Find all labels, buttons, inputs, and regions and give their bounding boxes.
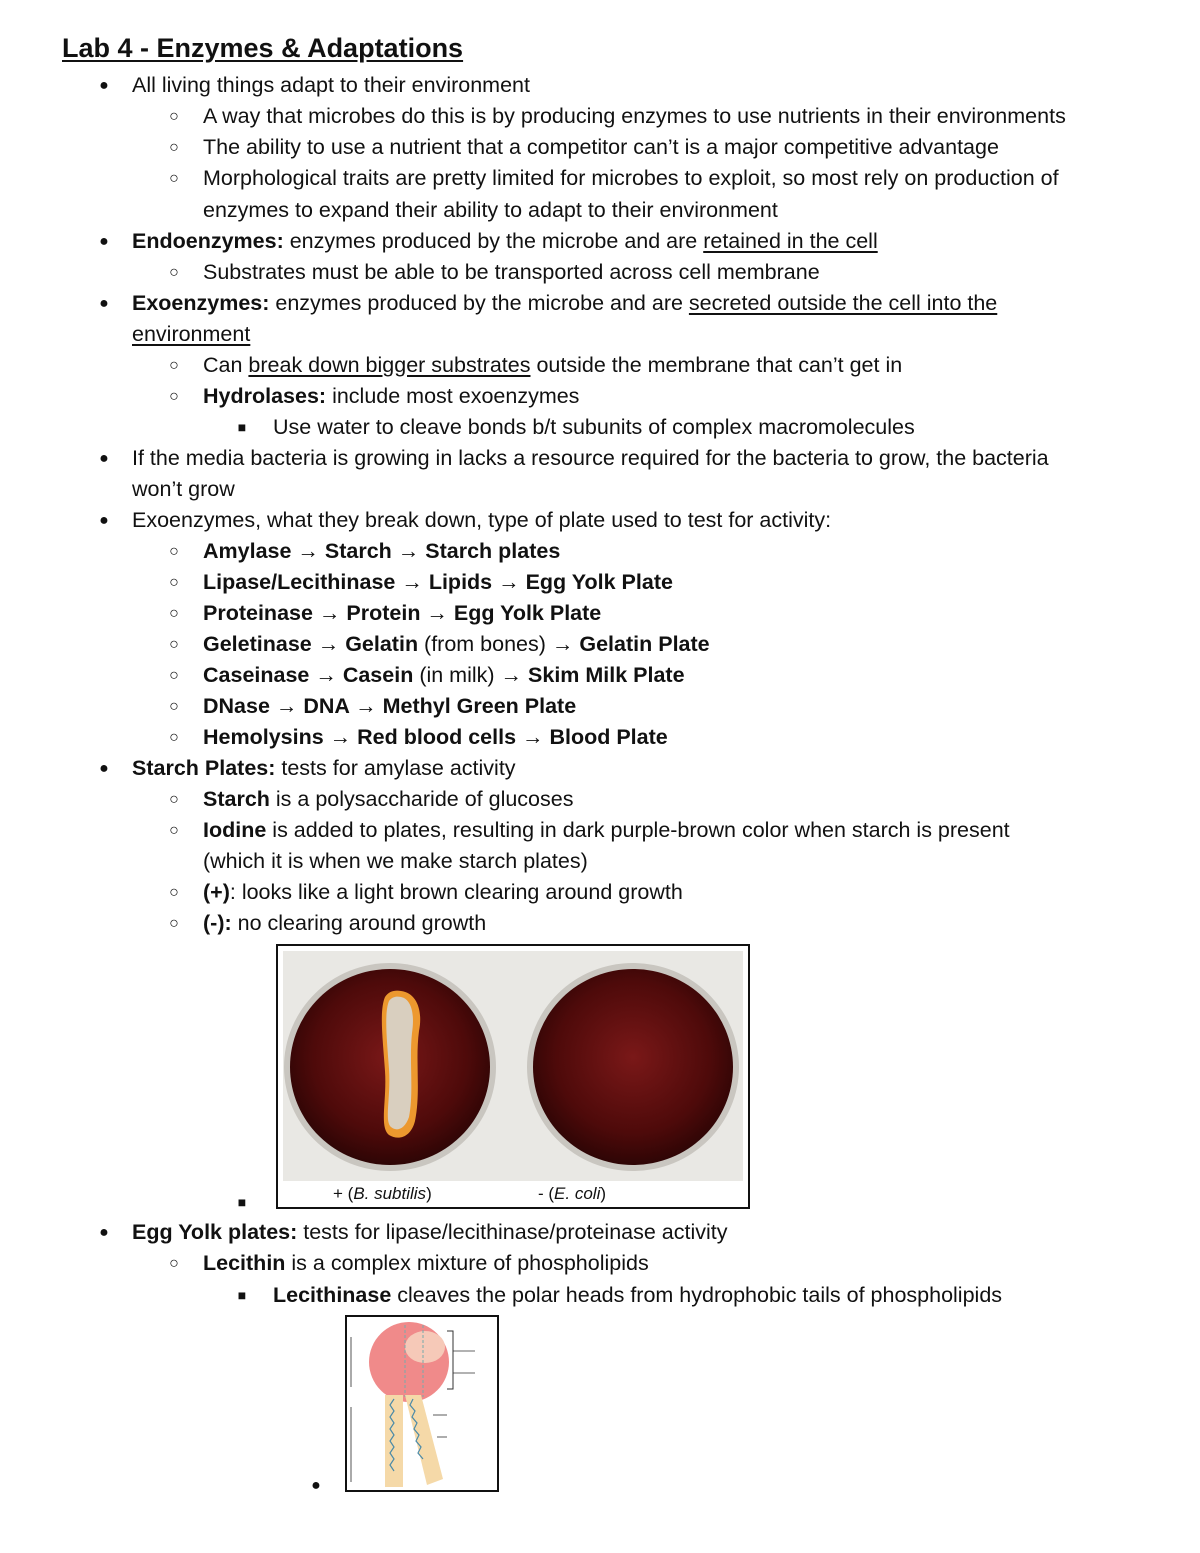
cap-left-pre: + ( — [333, 1184, 354, 1203]
positive-plate — [284, 963, 496, 1171]
circle-marker: ○ — [169, 388, 179, 405]
bullet-marker: ● — [99, 77, 109, 94]
endo-text: enzymes produced by the microbe and are — [283, 229, 704, 253]
circle-marker: ○ — [169, 574, 179, 591]
media-line1: If the media bacteria is growing in lacks a resource required for the bacteria to grow, the bacteria — [132, 446, 1049, 470]
bullet-marker: ● — [99, 450, 109, 467]
petri-dishes-graphic — [283, 951, 743, 1181]
cap-right-pre: - ( — [538, 1184, 555, 1203]
circle-marker: ○ — [169, 698, 179, 715]
phospholipid-graphic — [347, 1317, 497, 1490]
cas-a: Caseinase → Casein — [203, 663, 414, 687]
bullet-marker: ● — [99, 760, 109, 777]
starch-s4-bold: (-): — [203, 911, 232, 935]
cap-left-post: ) — [426, 1184, 432, 1203]
cap-right-species: E. coli — [554, 1184, 601, 1203]
circle-marker: ○ — [169, 139, 179, 156]
adapt-sub2: The ability to use a nutrient that a competitor can’t is a major competitive advantage — [203, 135, 999, 159]
hydrolases-term: Hydrolases: — [203, 384, 327, 408]
exo-underline1: secreted outside the cell into the — [688, 291, 998, 315]
cap-left-species: B. subtilis — [353, 1184, 427, 1203]
circle-marker: ○ — [169, 667, 179, 684]
positive-caption — [333, 1184, 432, 1204]
hydrolases-text: include most exoenzymes — [326, 384, 580, 408]
endo-sub: Substrates must be able to be transported across cell membrane — [203, 260, 820, 284]
adapt-sub3-line1: Morphological traits are pretty limited for microbes to exploit, so most rely on production of — [203, 166, 1059, 190]
circle-marker: ○ — [169, 1255, 179, 1272]
starch-term: Starch Plates: — [132, 756, 276, 780]
cap-right-post: ) — [600, 1184, 607, 1203]
hydrolases-line — [203, 381, 579, 412]
circle-marker: ○ — [169, 170, 179, 187]
media-line2: won’t grow — [132, 477, 235, 501]
endo-term: Endoenzymes: — [132, 229, 284, 253]
circle-marker: ○ — [169, 605, 179, 622]
exolist-amylase: Amylase → Starch → Starch plates — [203, 539, 561, 563]
exo-sub1-post: outside the membrane that can’t get in — [530, 353, 903, 377]
hydrolases-sub: Use water to cleave bonds b/t subunits of complex macromolecules — [273, 415, 915, 439]
bullet-marker: ● — [311, 1477, 321, 1494]
exolist-dnase: DNase → DNA → Methyl Green Plate — [203, 694, 577, 718]
endo-underline: retained in the cell — [703, 229, 878, 253]
circle-marker: ○ — [169, 264, 179, 281]
circle-marker: ○ — [169, 791, 179, 808]
exolist-lipase: Lipase/Lecithinase → Lipids → Egg Yolk Plate — [203, 570, 673, 594]
square-marker: ■ — [237, 1287, 247, 1303]
negative-caption — [538, 1184, 606, 1204]
starch-s4-text: no clearing around growth — [231, 911, 487, 935]
exolist-caseinase — [203, 660, 685, 691]
lecithin-bold: Lecithin — [203, 1251, 286, 1275]
bullet-marker: ● — [99, 295, 109, 312]
circle-marker: ○ — [169, 915, 179, 932]
eggyolk-text: tests for lipase/lecithinase/proteinase activity — [297, 1220, 728, 1244]
circle-marker: ○ — [169, 108, 179, 125]
lecithinase-text: cleaves the polar heads from hydrophobic tails of phospholipids — [391, 1283, 1003, 1307]
cas-c: Skim Milk Plate — [528, 663, 685, 687]
circle-marker: ○ — [169, 822, 179, 839]
exolist-proteinase: Proteinase → Protein → Egg Yolk Plate — [203, 601, 602, 625]
starch-s2-text: is added to plates, resulting in dark purple-brown color when starch is present — [266, 818, 1010, 842]
adapt-sub1: A way that microbes do this is by producing enzymes to use nutrients in their environments — [203, 104, 1066, 128]
starch-line — [132, 753, 516, 784]
eggyolk-line — [132, 1217, 728, 1248]
starch-sub4 — [203, 908, 486, 939]
circle-marker: ○ — [169, 357, 179, 374]
starch-s3-bold: (+) — [203, 880, 230, 904]
exolist-gelatinase — [203, 629, 710, 660]
starch-s3-text: : looks like a light brown clearing around growth — [229, 880, 683, 904]
square-marker: ■ — [237, 419, 247, 435]
eggyolk-sub1 — [203, 1248, 649, 1279]
exo-sub1-pre: Can — [203, 353, 249, 377]
phospholipid-figure — [345, 1315, 499, 1492]
adapt-sub3-line2: enzymes to expand their ability to adapt to their environment — [203, 198, 778, 222]
starch-sub3 — [203, 877, 683, 908]
exolist-hemolysins: Hemolysins → Red blood cells → Blood Plate — [203, 725, 668, 749]
bullet-marker: ● — [99, 233, 109, 250]
circle-marker: ○ — [169, 729, 179, 746]
page-title: Lab 4 - Enzymes & Adaptations — [62, 33, 464, 63]
starch-sub2-cont: (which it is when we make starch plates) — [203, 849, 588, 873]
square-marker: ■ — [237, 1194, 247, 1210]
exo-text: enzymes produced by the microbe and are — [269, 291, 689, 315]
gel-b: (from bones) → — [418, 632, 580, 656]
exo-sub1-underline: break down bigger substrates — [248, 353, 531, 377]
eggyolk-sub2 — [273, 1280, 1002, 1311]
lecithinase-bold: Lecithinase — [273, 1283, 392, 1307]
starch-s1-text: is a polysaccharide of glucoses — [269, 787, 574, 811]
exo-line1 — [132, 288, 997, 319]
exo-underline2: environment — [132, 322, 251, 346]
exo-sub1 — [203, 350, 902, 381]
exo-term: Exoenzymes: — [132, 291, 270, 315]
circle-marker: ○ — [169, 636, 179, 653]
endo-line — [132, 226, 878, 257]
eggyolk-term: Egg Yolk plates: — [132, 1220, 298, 1244]
bullet-marker: ● — [99, 1224, 109, 1241]
cas-b: (in milk) → — [413, 663, 529, 687]
starch-plate-figure — [276, 944, 750, 1209]
starch-sub2 — [203, 815, 1010, 846]
starch-plate-photo — [283, 951, 743, 1181]
starch-s2-bold: Iodine — [203, 818, 267, 842]
circle-marker: ○ — [169, 884, 179, 901]
starch-s1-bold: Starch — [203, 787, 270, 811]
negative-plate — [527, 963, 739, 1171]
starch-sub1 — [203, 784, 573, 815]
gel-c: Gelatin Plate — [579, 632, 710, 656]
lecithin-text: is a complex mixture of phospholipids — [285, 1251, 649, 1275]
gel-a: Geletinase → Gelatin — [203, 632, 419, 656]
bullet-marker: ● — [99, 512, 109, 529]
exolist-intro: Exoenzymes, what they break down, type of plate used to test for activity: — [132, 508, 832, 532]
exo-line2 — [132, 319, 250, 350]
circle-marker: ○ — [169, 543, 179, 560]
adapt-main: All living things adapt to their environment — [132, 73, 530, 97]
starch-text: tests for amylase activity — [275, 756, 516, 780]
